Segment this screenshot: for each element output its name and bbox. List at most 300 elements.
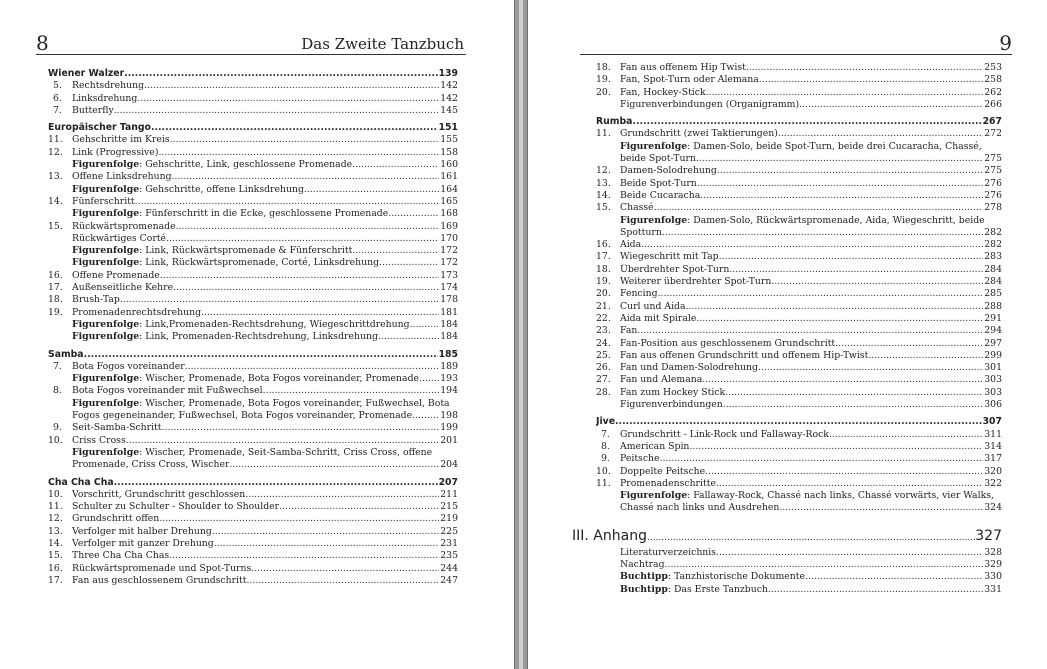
toc-entry-number: 15. [48,550,63,562]
toc-page-number: 306 [984,399,1002,411]
toc-entry-text: Fan zum Hockey Stick [620,386,726,398]
toc-page-number: 178 [440,294,458,306]
toc-sequence-text: : Gehschritte, offene Linksdrehung [139,183,304,195]
toc-leader-dots [696,313,983,325]
toc-entry [48,538,458,550]
toc-entry [48,513,458,525]
toc-leader-dots [169,550,439,562]
toc-entry-title [72,447,432,459]
toc-entry-title: Promenade, Criss Cross, Wischer [72,459,230,471]
toc-entry-title [48,147,158,159]
toc-page-number: 158 [440,146,458,158]
toc-leader-dots [658,288,984,300]
toc-leader-dots [725,387,983,399]
toc-sequence-entry [596,215,1002,227]
toc-page-number: 275 [984,165,1002,177]
right-page [528,0,1047,669]
toc-entry-title [48,550,169,562]
toc-entry-title [596,441,689,453]
toc-page-number: 211 [440,488,458,500]
toc-entry-number: 28. [596,386,611,398]
toc-entry [596,547,1002,559]
toc-page-number: 185 [438,348,458,360]
toc-entry-text: Offene Linksdrehung [72,171,172,183]
toc-sequence-label: Figurenfolge [72,183,140,195]
toc-leader-dots [665,227,983,239]
toc-entry-title [48,538,214,550]
toc-entry-text: Criss Cross [72,434,126,446]
toc-sequence-text: : Wischer, Promenade, Bota Fogos voreinander, Promenade [139,373,420,385]
toc-entry [48,147,458,159]
toc-entry-title [72,331,378,343]
toc-entry-text: Aida [620,239,642,251]
toc-entry-title [48,80,144,92]
toc-entry-text: Damen-Solodrehung [620,165,717,177]
toc-entry-title [72,257,379,269]
toc-leader-dots [279,501,439,513]
toc-entry-number: 7. [53,104,62,116]
toc-entry-title [48,361,185,373]
toc-leader-dots [378,331,439,343]
toc-entry-title: Spotturn. [620,226,665,238]
toc-entry-text: Chassé [620,202,654,214]
toc-entry [48,196,458,208]
toc-entry [596,399,1002,411]
toc-entry [596,239,1002,251]
toc-page-number: 172 [440,245,458,257]
toc-section-heading [48,477,458,489]
toc-entry-text: Fan aus offenen Grundschritt und offenem Hip-Twist [620,349,869,361]
toc-entry [48,80,458,92]
toc-entry-title [48,385,263,397]
toc-entry-number: 14. [48,537,63,549]
toc-entry-title [48,134,170,146]
toc-entry-title [72,245,352,257]
toc-leader-dots [746,62,983,74]
toc-entry [596,441,1002,453]
toc-entry [596,325,1002,337]
toc-entry-title [596,264,729,276]
toc-entry-number: 17. [48,282,63,294]
toc-page-number: 267 [982,116,1002,128]
toc-entry-title [596,62,746,74]
toc-page-number: 244 [440,562,458,574]
toc-entry [48,134,458,146]
toc-entry-title [596,350,868,362]
toc-entry-text: Fan, Hockey-Stick [620,86,706,98]
right-page-header [580,30,1012,55]
toc-page-number: 276 [984,177,1002,189]
toc-page-number: 207 [438,476,458,488]
toc-section-heading [48,68,458,80]
toc-page-number: 215 [440,501,458,513]
toc-entry-title: Rückwärtiges Corté [72,232,167,244]
toc-entry-number: 15. [596,202,611,214]
left-toc [48,68,458,587]
toc-sequence-text: : Fallaway-Rock, Chassé nach links, Chassé vorwärts, vier Walks, [687,490,994,502]
toc-entry-title [72,208,388,220]
toc-page-number: 142 [440,92,458,104]
toc-leader-dots [352,245,439,257]
toc-leader-dots [729,264,983,276]
toc-entry-title: Jive [596,416,616,428]
toc-entry-title [620,571,805,583]
toc-entry-text: Wiegeschritt mit Tap [620,251,719,263]
toc-leader-dots [229,459,439,471]
toc-entry-title [596,178,697,190]
toc-page-number: 276 [984,189,1002,201]
toc-entry-text: Brush-Tap [72,294,120,306]
toc-leader-dots [144,80,439,92]
toc-sequence-continuation [596,502,1002,514]
toc-leader-dots [771,276,983,288]
toc-entry [48,550,458,562]
toc-sequence-label: Figurenfolge [72,159,140,171]
toc-leader-dots [665,559,984,571]
toc-entry-title [48,307,201,319]
toc-appendix-heading [572,527,1002,547]
toc-page-number: 184 [440,318,458,330]
toc-entry-text: Grundschritt - Link-Rock und Fallaway-Rock [620,428,829,440]
toc-sequence-label: Figurenfolge [72,257,140,269]
toc-entry-number: 19. [596,276,611,288]
toc-entry-title: beide Spot-Turn. [620,153,699,165]
toc-entry-number: 5. [53,80,62,92]
toc-page-number: 235 [440,550,458,562]
toc-entry-title [596,128,778,140]
toc-page-number: 297 [984,337,1002,349]
toc-leader-dots [723,399,983,411]
left-page-header [36,30,466,55]
toc-entry-title [72,159,352,171]
toc-page-number: 151 [438,122,458,134]
toc-page-number: 193 [440,373,458,385]
toc-leader-dots [245,489,439,501]
toc-leader-dots [705,466,983,478]
toc-entry-title: Chassé nach links und Ausdrehen [620,502,780,514]
toc-page-number: 284 [984,276,1002,288]
toc-entry [596,453,1002,465]
toc-entry [596,74,1002,86]
toc-page-number: 278 [984,202,1002,214]
toc-entry-title [48,435,126,447]
toc-entry-number: 8. [53,385,62,397]
toc-page-number: 294 [984,325,1002,337]
toc-sequence-continuation [48,459,458,471]
toc-page-number: 181 [440,306,458,318]
toc-entry [596,478,1002,490]
toc-leader-dots [388,208,439,220]
toc-sequence-entry [596,490,1002,502]
toc-page-number: 285 [984,288,1002,300]
toc-entry-title [48,526,212,538]
toc-page-number: 322 [984,477,1002,489]
toc-page-number: 320 [984,465,1002,477]
toc-entry-text: Beide Cucaracha [620,189,701,201]
toc-entry-title [620,584,768,596]
toc-page-number: 201 [440,434,458,446]
toc-entry-title [48,221,176,233]
toc-entry [596,559,1002,571]
toc-entry-title [48,196,135,208]
toc-entry-number: 11. [596,128,611,140]
toc-entry-number: 24. [596,337,611,349]
toc-leader-dots [868,350,983,362]
toc-entry-text: Doppelte Peitsche [620,465,706,477]
toc-entry-text: Three Cha Cha Chas [72,550,170,562]
toc-entry-title [596,387,725,399]
toc-entry-number: 7. [53,360,62,372]
toc-entry-number: 26. [596,362,611,374]
toc-leader-dots [166,233,439,245]
toc-entry-title: Wiener Walzer [48,68,125,79]
toc-entry [596,251,1002,263]
toc-section-heading [48,349,458,361]
toc-entry-number: 12. [596,165,611,177]
toc-entry [596,338,1002,350]
toc-sequence-text: : Tanzhistorische Dokumente [667,571,805,583]
toc-entry-number: 13. [48,525,63,537]
toc-entry-title [596,338,835,350]
toc-page-number: 301 [984,362,1002,374]
toc-page-number: 142 [440,80,458,92]
toc-sequence-text: : Damen-Solo, beide Spot-Turn, beide drei Cucaracha, Chassé, [687,140,982,152]
toc-sequence-text: : Link, Rückwärtspromenade & Fünferschritt [139,245,353,257]
toc-entry-title [48,282,173,294]
toc-entry [596,276,1002,288]
toc-leader-dots [759,74,983,86]
toc-entry [596,374,1002,386]
toc-entry [48,307,458,319]
toc-entry-title [48,270,160,282]
toc-entry-title [596,313,696,325]
toc-sequence-label: Buchtipp [620,583,668,595]
toc-leader-dots [214,538,440,550]
toc-entry-number: 6. [53,92,62,104]
toc-entry [596,362,1002,374]
toc-page-number: 330 [984,571,1002,583]
toc-page-number: 283 [984,251,1002,263]
toc-leader-dots [124,68,437,80]
toc-leader-dots [120,294,439,306]
toc-entry-title [48,563,251,575]
toc-page-number: 169 [440,220,458,232]
toc-page-number: 173 [440,269,458,281]
toc-entry [48,501,458,513]
toc-entry-text: Schulter zu Schulter - Shoulder to Shoulder [72,501,280,513]
toc-entry-number: 17. [48,574,63,586]
toc-entry-title [596,374,702,386]
toc-entry [48,221,458,233]
gutter-highlight [519,0,523,669]
toc-sequence-label: Figurenfolge [72,397,140,409]
toc-sequence-text: : Link, Rückwärtspromenade, Corté, Linksdrehung [139,257,380,269]
toc-entry-number: 18. [596,62,611,73]
page-gutter [514,0,528,669]
toc-leader-dots [686,301,984,313]
toc-page-number: 145 [440,104,458,116]
toc-entry-text: Fan aus offenem Hip Twist [620,62,746,73]
toc-entry-title: III. Anhang [572,527,647,544]
toc-sequence-label: Figurenfolge [72,446,140,458]
toc-sequence-text: : Link, Promenaden-Rechtsdrehung, Linksdrehung [139,331,378,343]
toc-entry-number: 19. [48,306,63,318]
toc-entry-number: 20. [596,86,611,98]
toc-section-heading [48,122,458,134]
toc-leader-dots [835,338,983,350]
toc-sequence-entry [48,447,458,459]
toc-leader-dots [615,416,982,428]
toc-page-number: 172 [440,257,458,269]
toc-page-number: 225 [440,525,458,537]
toc-entry-number: 18. [596,263,611,275]
toc-leader-dots [114,477,438,489]
toc-page-number: 329 [984,558,1002,570]
toc-page-number: 299 [984,349,1002,361]
toc-leader-dots [172,171,440,183]
toc-entry-number: 10. [596,465,611,477]
toc-page-number: 174 [440,282,458,294]
toc-sequence-text: : Damen-Solo, Rückwärtspromenade, Aida, Wiegeschritt, beide [687,214,985,226]
toc-entry [48,526,458,538]
toc-page-number: 189 [440,360,458,372]
toc-entry [48,435,458,447]
toc-entry-text: Verfolger mit halber Drehung [72,525,212,537]
toc-page-number: 184 [440,331,458,343]
toc-entry-title [48,105,114,117]
toc-page-number: 164 [440,183,458,195]
toc-entry-text: Fünferschritt [72,195,135,207]
toc-sequence-entry [596,584,1002,596]
toc-entry-text: Gehschritte im Kreis [72,134,170,146]
toc-leader-dots [699,153,983,165]
toc-page-number: 266 [984,98,1002,110]
toc-entry-number: 16. [48,562,63,574]
toc-entry [48,385,458,397]
toc-page-number: 155 [440,134,458,146]
toc-entry-number: 22. [596,312,611,324]
toc-sequence-label: Figurenfolge [620,490,688,502]
toc-sequence-entry [48,257,458,269]
toc-leader-dots [637,325,983,337]
toc-entry-title [596,453,660,465]
toc-entry-text: Fan aus geschlossenem Grundschritt [72,574,247,586]
toc-entry-text: Promenadenschritte [620,477,716,489]
toc-page-number: 284 [984,263,1002,275]
toc-entry-number: 21. [596,300,611,312]
toc-page-number: 198 [440,410,458,422]
toc-section-heading [596,416,1002,428]
toc-entry [596,165,1002,177]
toc-entry [48,233,458,245]
toc-sequence-label: Figurenfolge [620,214,688,226]
toc-entry-text: Grundschritt offen [72,513,160,525]
toc-entry-number: 18. [48,294,63,306]
toc-entry-title [72,319,410,331]
toc-entry-title [48,513,159,525]
toc-entry-number: 23. [596,325,611,337]
toc-leader-dots [697,178,983,190]
toc-sequence-entry [48,184,458,196]
toc-page-number: 288 [984,300,1002,312]
toc-entry-text: Bota Fogos voreinander mit Fußwechsel [72,385,263,397]
toc-entry [48,489,458,501]
toc-page-number: 219 [440,513,458,525]
toc-entry-title [596,239,641,251]
toc-entry-title [48,501,279,513]
toc-entry-number: 11. [48,501,63,513]
toc-entry-number: 10. [48,434,63,446]
toc-page-number: 194 [440,385,458,397]
left-page [0,0,514,669]
toc-entry [48,294,458,306]
toc-entry-title [48,575,247,587]
toc-entry-text: American Spin [620,440,690,452]
toc-entry-title [620,215,985,227]
toc-page-number: 272 [984,128,1002,140]
toc-entry-text: Vorschritt, Grundschritt geschlossen [72,488,246,500]
toc-entry [48,282,458,294]
toc-sequence-text: : Das Erste Tanzbuch [667,583,768,595]
toc-leader-dots [768,584,983,596]
toc-entry-title [596,288,658,300]
toc-leader-dots [379,257,439,269]
toc-section-heading [596,116,1002,128]
toc-entry-text: Verfolger mit ganzer Drehung [72,537,214,549]
toc-entry-text: Überdrehter Spot-Turn [620,263,730,275]
toc-page-number: 328 [984,546,1002,558]
toc-sequence-label: Figurenfolge [72,331,140,343]
toc-entry-title: Rumba [596,116,633,128]
toc-leader-dots [779,502,983,514]
toc-page-number: 168 [440,208,458,220]
toc-entry-number: 14. [596,189,611,201]
toc-entry-text: Rückwärtspromenade und Spot-Turns [72,562,252,574]
toc-leader-dots [151,122,438,134]
toc-entry-title [596,165,717,177]
toc-sequence-label: Figurenfolge [72,208,140,220]
toc-leader-dots [185,361,440,373]
toc-leader-dots [419,373,439,385]
toc-entry-text: Weiterer überdrehter Spot-Turn [620,276,772,288]
toc-entry-title [596,478,716,490]
toc-leader-dots [201,307,439,319]
toc-entry [596,128,1002,140]
toc-entry-number: 27. [596,374,611,386]
toc-entry-number: 13. [596,177,611,189]
toc-entry-title [48,93,137,105]
toc-page-number: 311 [984,428,1002,440]
toc-leader-dots [700,190,983,202]
toc-leader-dots [114,105,440,117]
toc-leader-dots [717,165,983,177]
toc-leader-dots [263,385,440,397]
toc-entry-number: 8. [601,440,610,452]
toc-entry-number: 19. [596,74,611,86]
toc-sequence-entry [48,159,458,171]
toc-entry-title [596,362,758,374]
toc-entry-title: Literaturverzeichnis [620,546,717,558]
toc-sequence-label: Buchtipp [620,571,668,583]
toc-sequence-entry [48,319,458,331]
toc-entry [596,190,1002,202]
right-toc [572,62,1002,596]
toc-entry-title [48,489,245,501]
toc-sequence-entry [48,245,458,257]
toc-leader-dots [778,128,983,140]
toc-entry [48,575,458,587]
toc-entry [596,202,1002,214]
